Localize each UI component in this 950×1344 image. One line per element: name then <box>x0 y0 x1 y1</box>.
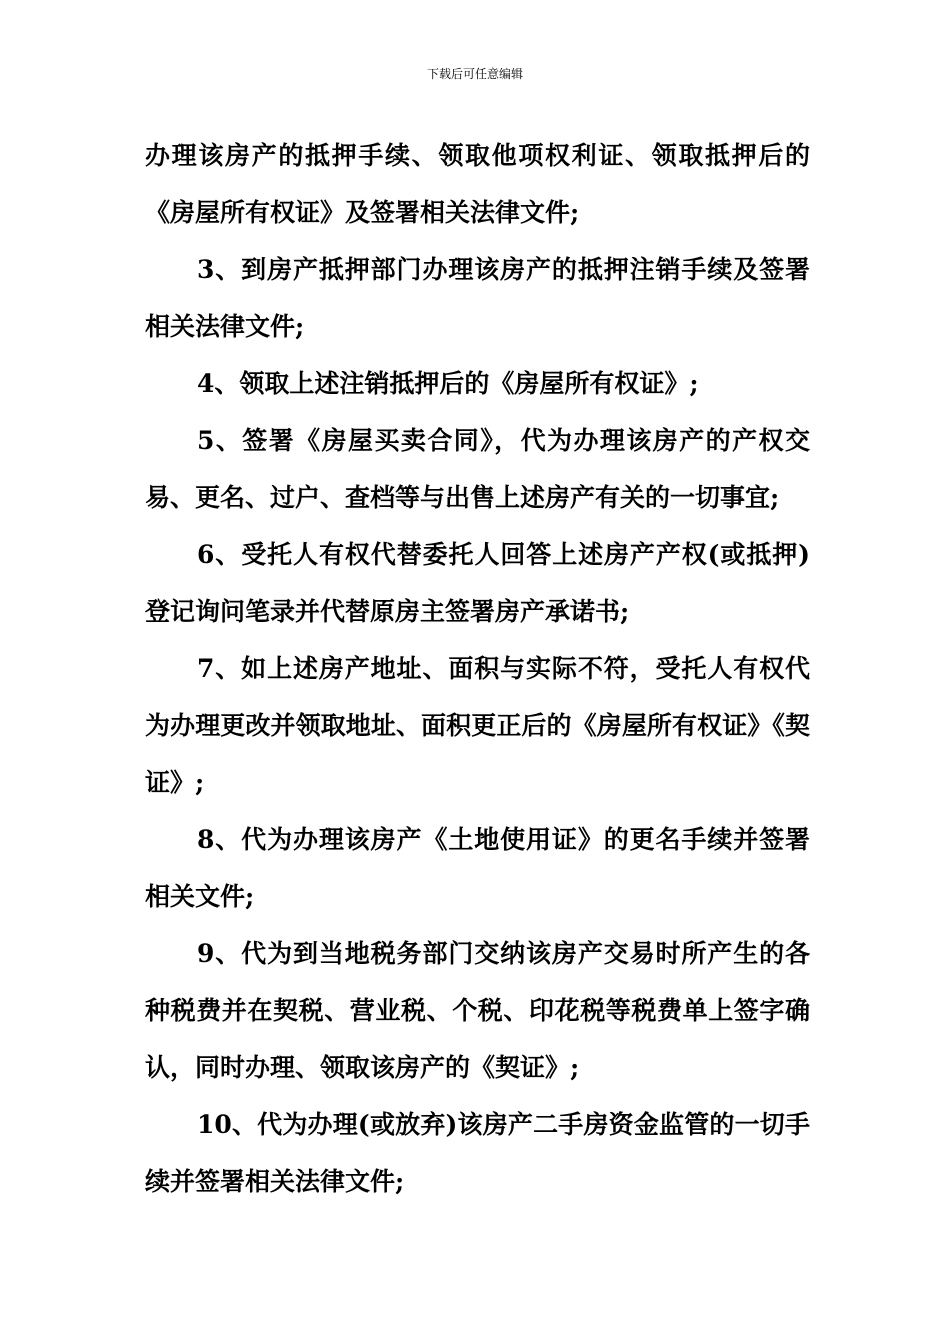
paragraph-item-5: 5、签署《房屋买卖合同》，代为办理该房产的产权交易、更名、过户、查档等与出售上述房产有关的一切事宜; <box>145 426 810 512</box>
document-body <box>145 127 810 1210</box>
paragraph-item-3: 3、到房产抵押部门办理该房产的抵押注销手续及签署相关法律文件; <box>145 255 810 341</box>
paragraph-item-10: 10、代为办理(或放弃)该房产二手房资金监管的一切手续并签署相关法律文件; <box>145 1110 810 1196</box>
paragraph-item-7: 7、如上述房产地址、面积与实际不符，受托人有权代为办理更改并领取地址、面积更正后的《房屋所有权证》《契证》; <box>145 654 810 797</box>
paragraph-item-4: 4、领取上述注销抵押后的《房屋所有权证》; <box>197 369 699 398</box>
paragraph-item-9: 9、代为到当地税务部门交纳该房产交易时所产生的各种税费并在契税、营业税、个税、印花税等税费单上签字确认，同时办理、领取该房产的《契证》; <box>145 939 810 1082</box>
paragraph-item-6: 6、受托人有权代替委托人回答上述房产产权(或抵押)登记询问笔录并代替原房主签署房产承诺书; <box>145 540 810 626</box>
paragraph-continuation: 办理该房产的抵押手续、领取他项权利证、领取抵押后的《房屋所有权证》及签署相关法律文件; <box>145 141 810 227</box>
header-note: 下载后可任意编辑 <box>426 67 523 81</box>
paragraph-item-8: 8、代为办理该房产《土地使用证》的更名手续并签署相关文件; <box>145 825 810 911</box>
